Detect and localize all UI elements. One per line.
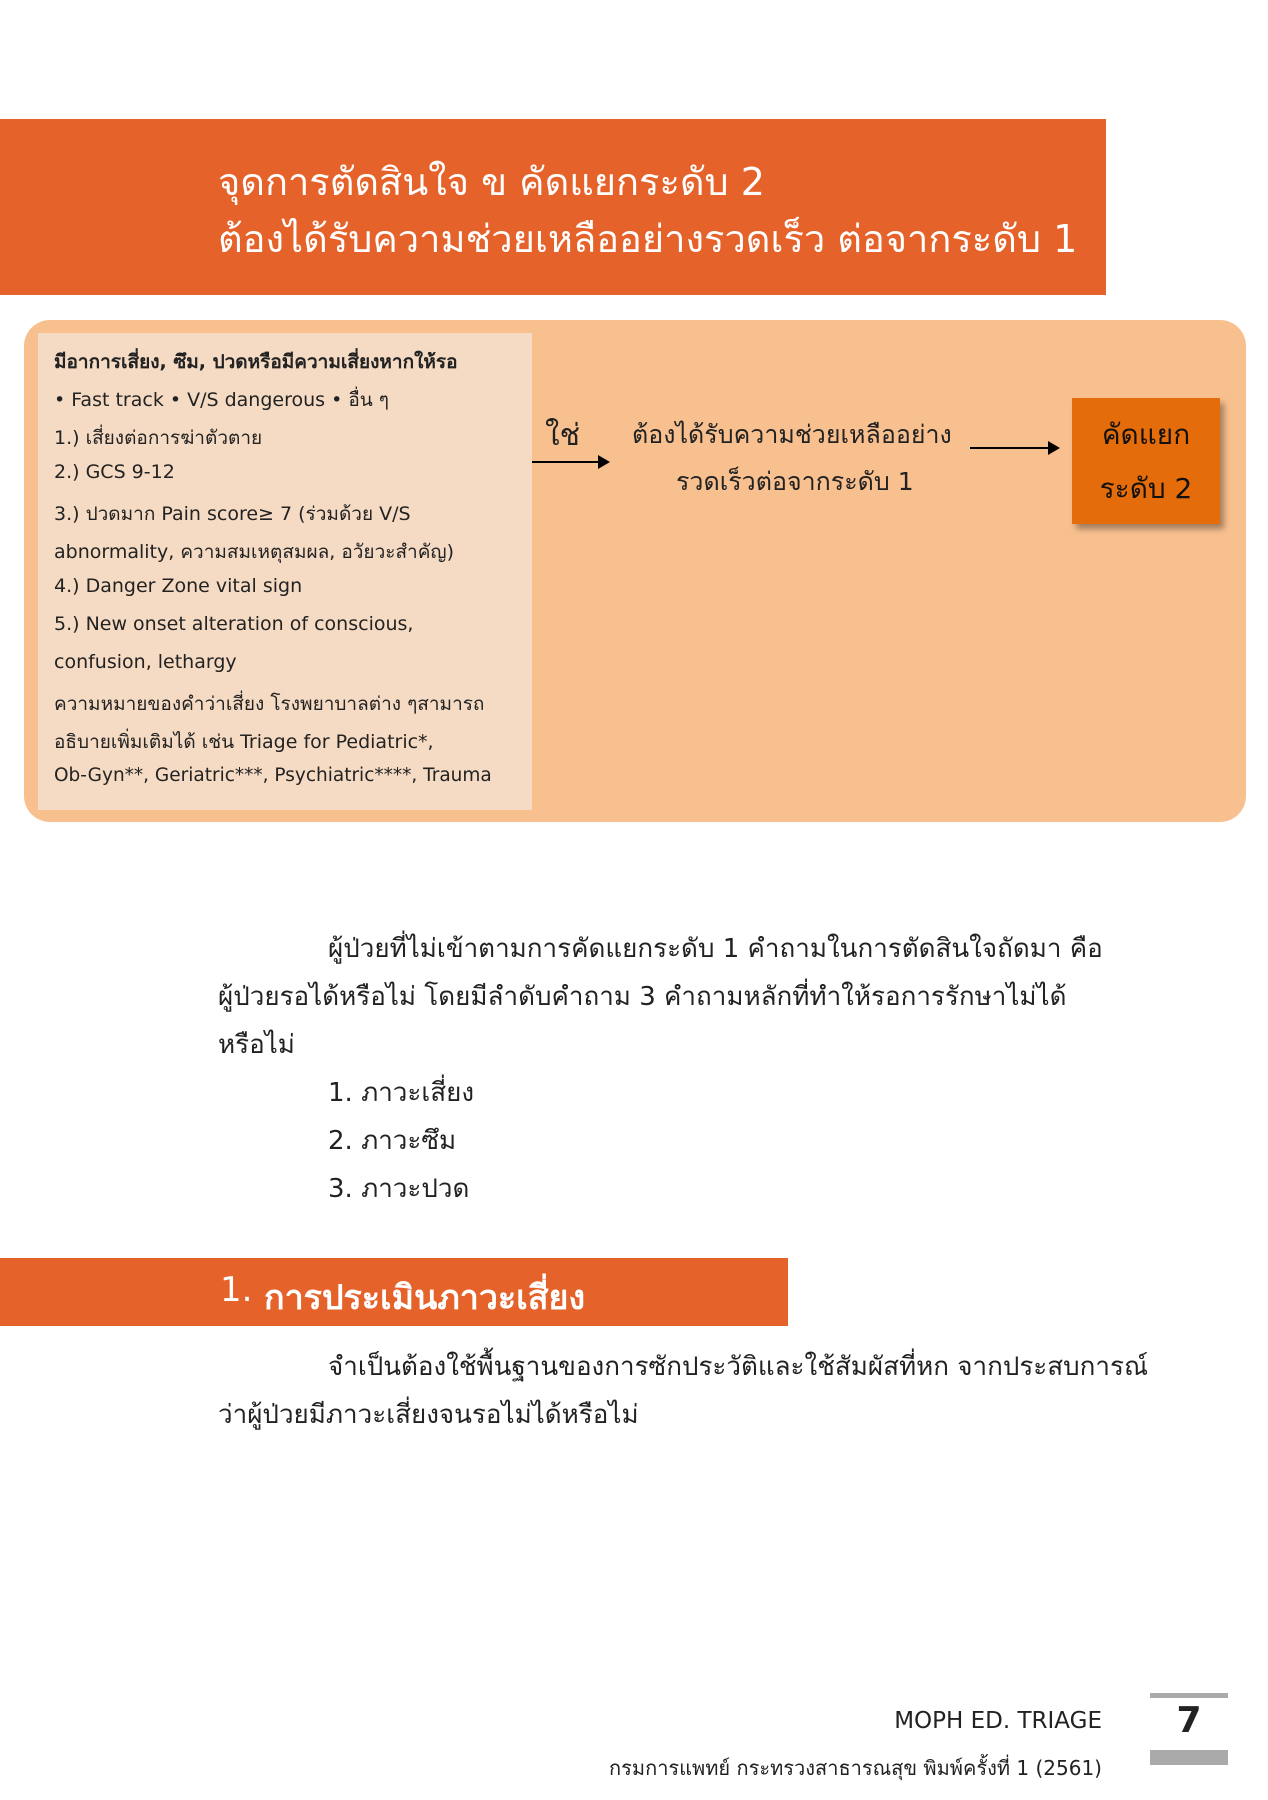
level-2-box: [1072, 398, 1220, 524]
criteria-line: 4.) Danger Zone vital sign: [54, 575, 303, 597]
criteria-line: 5.) New onset alteration of conscious,: [54, 613, 414, 635]
criteria-line: confusion, lethargy: [54, 651, 237, 673]
paragraph-line: จำเป็นต้องใช้พื้นฐานของการซักประวัติและใช้สัมผัสที่หก จากประสบการณ์: [328, 1352, 1149, 1382]
criteria-line: 1.) เสี่ยงต่อการฆ่าตัวตาย: [54, 427, 263, 449]
criteria-line: • Fast track • V/S dangerous • อื่น ๆ: [54, 389, 389, 411]
page-bar-bottom: [1150, 1750, 1228, 1765]
paragraph-line: ผู้ป่วยที่ไม่เข้าตามการคัดแยกระดับ 1 คำถามในการตัดสินใจถัดมา คือ: [328, 934, 1103, 964]
page-bar-top: [1150, 1693, 1228, 1698]
section-title: การประเมินภาวะเสี่ยง: [264, 1278, 586, 1318]
criteria-box: [38, 333, 532, 810]
page-number: 7: [1176, 1700, 1202, 1741]
title-banner: [0, 119, 1106, 295]
criteria-line: ความหมายของคำว่าเสี่ยง โรงพยาบาลต่าง ๆสามารถ: [54, 693, 485, 715]
level-line-1: คัดแยก: [1101, 418, 1191, 451]
paragraph-line: ผู้ป่วยรอได้หรือไม่ โดยมีลำดับคำถาม 3 คำถามหลักที่ทำให้รอการรักษาไม่ได้: [218, 982, 1067, 1012]
list-item: 3. ภาวะปวด: [328, 1174, 470, 1204]
list-item: 2. ภาวะซึม: [328, 1126, 457, 1156]
footer-publisher: กรมการแพทย์ กระทรวงสาธารณสุข พิมพ์ครั้งที่ 1 (2561): [609, 1756, 1102, 1780]
title-line-2: ต้องได้รับความช่วยเหลืออย่างรวดเร็ว ต่อจากระดับ 1: [218, 217, 1078, 261]
paragraph-line: หรือไม่: [218, 1030, 295, 1060]
criteria-line: Ob-Gyn**, Geriatric***, Psychiatric****, Trauma: [54, 765, 492, 786]
criteria-line: อธิบายเพิ่มเติมได้ เช่น Triage for Pediatric*,: [54, 731, 434, 753]
title-line-1: จุดการตัดสินใจ ข คัดแยกระดับ 2: [218, 160, 765, 204]
criteria-line: 3.) ปวดมาก Pain score≥ 7 (ร่วมด้วย V/S: [54, 503, 411, 525]
result-line-2: รวดเร็วต่อจากระดับ 1: [676, 467, 914, 496]
yes-label: ใช่: [545, 418, 581, 453]
level-line-2: ระดับ 2: [1099, 472, 1193, 505]
list-item: 1. ภาวะเสี่ยง: [328, 1078, 475, 1108]
arrow-icon: [532, 461, 608, 463]
criteria-line: 2.) GCS 9-12: [54, 461, 175, 483]
section-heading: [0, 1258, 788, 1326]
criteria-line: มีอาการเสี่ยง, ซึม, ปวดหรือมีความเสี่ยงหากให้รอ: [54, 351, 458, 373]
criteria-line: abnormality, ความสมเหตุสมผล, อวัยวะสำคัญ): [54, 541, 455, 563]
section-number: 1.: [220, 1270, 253, 1310]
footer-title: MOPH ED. TRIAGE: [894, 1708, 1102, 1734]
paragraph-line: ว่าผู้ป่วยมีภาวะเสี่ยงจนรอไม่ได้หรือไม่: [218, 1400, 639, 1430]
arrow-icon: [970, 447, 1058, 449]
result-line-1: ต้องได้รับความช่วยเหลืออย่าง: [632, 420, 952, 449]
